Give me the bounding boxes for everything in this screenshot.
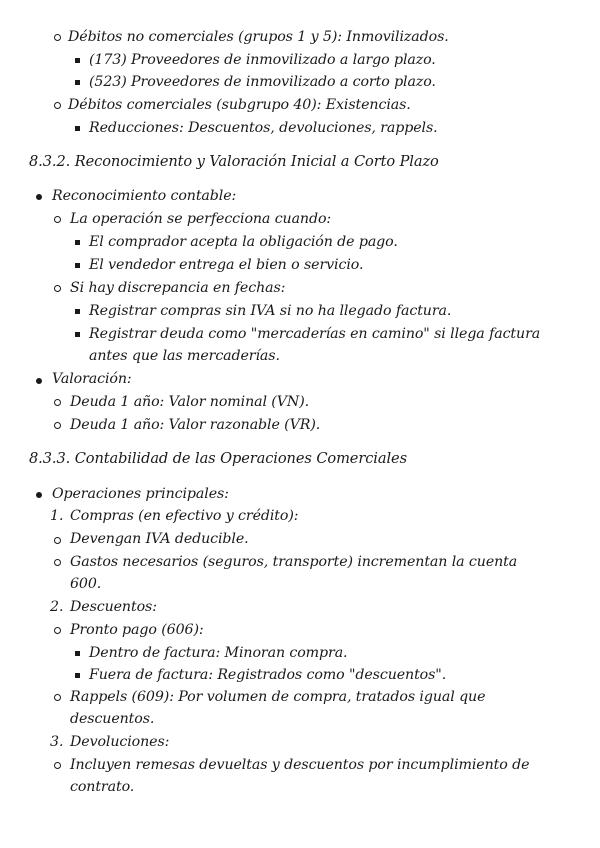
- square-bullet-icon: [75, 240, 80, 245]
- text-line: Devoluciones:: [70, 734, 170, 750]
- text-line: El vendedor entrega el bien o servicio.: [89, 257, 364, 273]
- text-line: Incluyen remesas devueltas y descuentos por incumplimiento de: [70, 757, 530, 773]
- circle-bullet-icon: [54, 216, 61, 223]
- circle-bullet-icon: [54, 694, 61, 701]
- text-line: Operaciones principales:: [52, 486, 229, 502]
- text-line: Reducciones: Descuentos, devoluciones, rappels.: [89, 120, 438, 136]
- circle-bullet-icon: [54, 285, 61, 292]
- square-bullet-icon: [75, 126, 80, 131]
- circle-bullet-icon: [54, 762, 61, 769]
- text-line: Débitos comerciales (subgrupo 40): Existencias.: [68, 97, 411, 113]
- square-bullet-icon: [75, 332, 80, 337]
- circle-bullet-icon: [54, 34, 61, 41]
- list-number: 2.: [50, 599, 64, 615]
- list-number: 1.: [50, 508, 64, 524]
- text-line: Gastos necesarios (seguros, transporte) incrementan la cuenta: [70, 554, 518, 570]
- circle-bullet-icon: [54, 537, 61, 544]
- text-line: Devengan IVA deducible.: [70, 531, 249, 547]
- list-number: 3.: [50, 734, 64, 750]
- text-line: Si hay discrepancia en fechas:: [70, 280, 286, 296]
- text-line: Registrar compras sin IVA si no ha llegado factura.: [89, 303, 452, 319]
- square-bullet-icon: [75, 673, 80, 678]
- square-bullet-icon: [75, 309, 80, 314]
- text-line: Pronto pago (606):: [70, 622, 204, 638]
- circle-bullet-icon: [54, 102, 61, 109]
- text-line: Débitos no comerciales (grupos 1 y 5): Inmovilizados.: [68, 29, 449, 45]
- circle-bullet-icon: [54, 627, 61, 634]
- text-line: Dentro de factura: Minoran compra.: [89, 645, 348, 661]
- text-line: (173) Proveedores de inmovilizado a largo plazo.: [89, 52, 436, 68]
- text-line: El comprador acepta la obligación de pago.: [89, 234, 398, 250]
- disc-bullet-icon: [36, 378, 42, 384]
- text-line: 600.: [70, 576, 102, 592]
- square-bullet-icon: [75, 651, 80, 656]
- text-line: Valoración:: [52, 371, 132, 387]
- text-line: (523) Proveedores de inmovilizado a corto plazo.: [89, 74, 436, 90]
- disc-bullet-icon: [36, 194, 42, 200]
- text-line: Rappels (609): Por volumen de compra, tratados igual que: [70, 689, 486, 705]
- circle-bullet-icon: [54, 559, 61, 566]
- text-line: descuentos.: [70, 711, 155, 727]
- section-heading: 8.3.3. Contabilidad de las Operaciones Comerciales: [29, 450, 407, 467]
- text-line: Compras (en efectivo y crédito):: [70, 508, 299, 524]
- text-line: contrato.: [70, 779, 135, 795]
- disc-bullet-icon: [36, 492, 42, 498]
- square-bullet-icon: [75, 80, 80, 85]
- text-line: Fuera de factura: Registrados como "descuentos".: [89, 667, 447, 683]
- text-line: antes que las mercaderías.: [89, 348, 280, 364]
- text-line: Deuda 1 año: Valor nominal (VN).: [70, 394, 310, 410]
- circle-bullet-icon: [54, 422, 61, 429]
- square-bullet-icon: [75, 263, 80, 268]
- circle-bullet-icon: [54, 399, 61, 406]
- text-line: Deuda 1 año: Valor razonable (VR).: [70, 417, 321, 433]
- text-line: Registrar deuda como "mercaderías en camino" si llega factura: [89, 326, 541, 342]
- text-line: Reconocimiento contable:: [52, 188, 237, 204]
- square-bullet-icon: [75, 58, 80, 63]
- text-line: La operación se perfecciona cuando:: [70, 211, 332, 227]
- text-line: Descuentos:: [70, 599, 157, 615]
- section-heading: 8.3.2. Reconocimiento y Valoración Inicial a Corto Plazo: [29, 153, 439, 170]
